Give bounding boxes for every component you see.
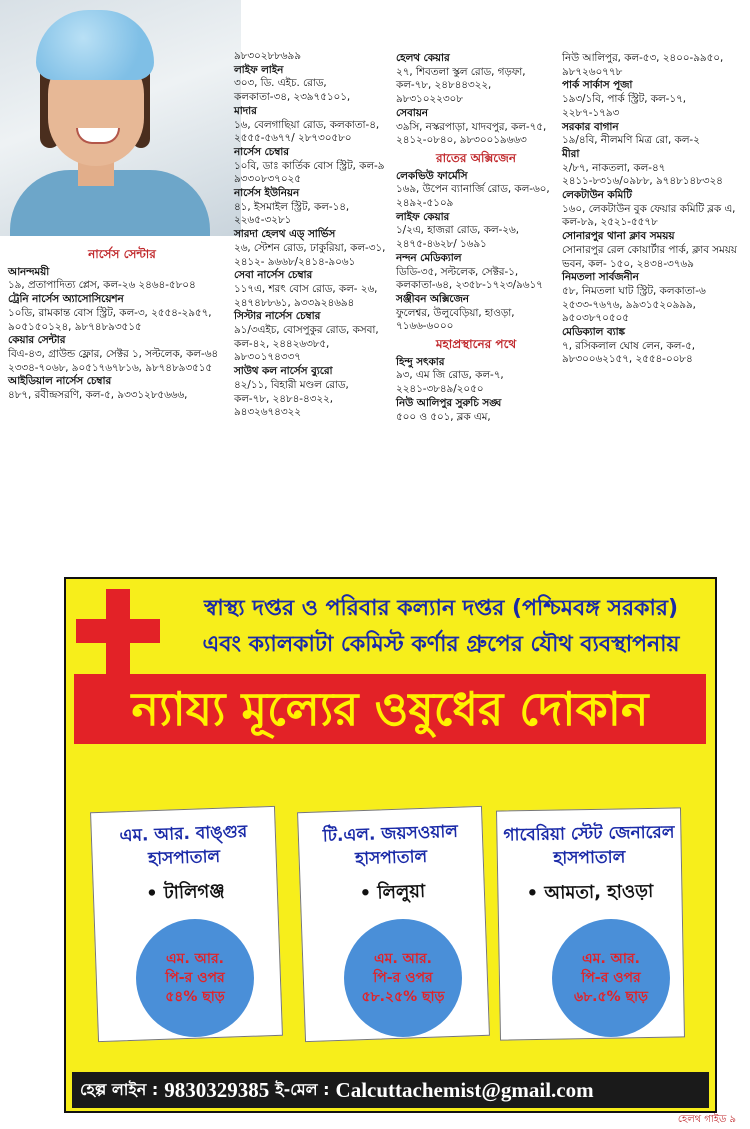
entry-address: নিউ আলিপুর, কল-৫৩, ২৪০০-৯৯৫০, ৯৮৭২৬০৭৭৮	[562, 52, 724, 78]
directory-entry	[562, 79, 742, 120]
entry-address: ২/৮৭, নাকতলা, কল-৪৭ ২৪১১-৮৩১৬/০৯৮৮, ৯৭৪৮১৪৮৩২৪	[562, 161, 723, 188]
discount-line: এম. আর.	[374, 950, 432, 967]
directory-entry	[234, 365, 386, 420]
entry-address: ১৬, বেলগাছিয়া রোড, কলকাতা-৪, ২৫৫৫-৫৬৭৭/ ২৮৭৩০৫৮০	[234, 118, 380, 145]
directory-entry	[562, 121, 742, 148]
entry-name: নিমতলা সার্বজনীন	[562, 271, 639, 284]
helpline-label: হেল্প লাইন :	[80, 1079, 159, 1099]
entry-name: নন্দন মেডিক্যাল	[396, 251, 462, 264]
entry-name: সেবা নার্সেস চেম্বার	[234, 269, 313, 282]
directory-entry	[562, 52, 742, 79]
column-4	[562, 52, 742, 367]
ad-line-2: এবং ক্যালকাটা কেমিস্ট কর্ণার গ্রুপের যৌথ ব্যবস্থাপনায়	[202, 632, 680, 657]
directory-entry	[8, 375, 236, 402]
directory-entry	[396, 397, 556, 424]
directory-entry	[562, 230, 742, 271]
entry-address: ৪২/১১, বিহারী মণ্ডল রোড, কল-৭৮, ২৪৮৪-৪৩২২, ৯৪৩২৬৭৪৩২২	[234, 378, 349, 419]
entry-address: ৪৮৭, রবীন্দ্রসরণি, কল-৫, ৯৩৩১২৮৫৬৬৬,	[8, 389, 188, 402]
entry-address: ৩০৩, ডি. এইচ. রোড, কলকাতা-৩৪, ২৩৯৭৫১০১,	[234, 77, 351, 104]
entry-name: সঞ্জীবন অক্সিজেন	[396, 292, 469, 305]
discount-burst-1	[136, 919, 254, 1037]
column-3	[396, 52, 556, 424]
directory-entry	[234, 269, 386, 310]
email-label: ই-মেল :	[275, 1079, 330, 1099]
discount-line: ৬৮.৫% ছাড়	[573, 988, 649, 1005]
entry-name: মেডিক্যাল ব্যাঙ্ক	[562, 326, 625, 339]
entry-name: মীরা	[562, 147, 580, 160]
entry-name: পার্ক সার্কাস পূজা	[562, 79, 633, 92]
entry-name: লাইফ লাইন	[234, 63, 284, 76]
section-heading-nurses-center: নার্সেস সেন্টার	[88, 247, 156, 261]
entry-name: সাউথ কল নার্সেস ব্যুরো	[234, 365, 333, 378]
directory-entry	[8, 334, 236, 375]
directory-entry	[562, 326, 742, 367]
entry-name: নার্সেস ইউনিয়ন	[234, 187, 300, 200]
section-heading-night-oxygen: রাতের অক্সিজেন	[435, 150, 517, 165]
ad-line-1: স্বাস্থ্য দপ্তর ও পরিবার কল্যান দপ্তর (পশ্চিমবঙ্গ সরকার)	[203, 596, 679, 621]
entry-address: ১৬০, লেকটাউন বুক ফেয়ার কমিটি ব্লক এ, কল-৮৯, ২৫২১-৫৫৭৮	[562, 202, 736, 229]
banner-fair-price-shop: ন্যায্য মূল্যের ওষুধের দোকান	[74, 674, 706, 744]
directory-entry	[234, 310, 386, 365]
page-footer: হেলথ গাইড ৯	[677, 1114, 736, 1125]
discount-line: পি-র ওপর	[373, 969, 433, 986]
red-cross-icon-bar	[76, 619, 160, 643]
hospital-location: • টালিগঞ্জ	[145, 880, 226, 905]
entry-address: ১০বি, ডাঃ কার্তিক বোস স্ট্রিট, কল-৯ ৯৩৩০৮৩৭০২৫	[234, 159, 385, 186]
entry-name: সারদা হেলথ এড্ সার্ভিস	[234, 228, 336, 241]
entry-name: হিন্দু সৎকার	[396, 355, 445, 368]
nurse-photo	[0, 0, 241, 236]
directory-entry	[234, 146, 386, 187]
directory-entry	[396, 252, 556, 293]
entry-name: মাদার	[234, 104, 257, 117]
entry-address: ১৯৩/১বি, পার্ক স্ট্রিট, কল-১৭, ২২৮৭-১৭৯৩	[562, 93, 687, 119]
directory-entry	[396, 107, 556, 148]
entry-address: ১৯/৪বি, নীলমণি মিত্র রো, কল-২	[562, 134, 700, 147]
discount-line: পি-র ওপর	[581, 969, 641, 986]
directory-entry	[562, 189, 742, 230]
directory-entry	[396, 211, 556, 252]
entry-address: ১/২এ, হাজরা রোড, কল-২৬, ২৪৭৫-৪৬২৮/ ১৬৯১	[396, 224, 519, 251]
entry-name: সিস্টার নার্সেস চেম্বার	[234, 310, 321, 323]
hospital-title: গাবেরিয়া স্টেট জেনারেল হাসপাতাল	[503, 822, 675, 869]
directory-entry	[234, 64, 386, 105]
entry-address: ১০ডি, রামকান্ত বোস স্ট্রিট, কল-৩, ২৫৫৪-২৯৫৭, ৯০৫১৫০১২৪, ৯৮৭৪৮৯৩৫১৫	[8, 306, 212, 333]
entry-name: নিউ আলিপুর সুরুচি সঙ্ঘ	[396, 396, 502, 409]
column-1	[8, 244, 236, 403]
entry-address: ৯৮৩০২৮৮৬৯৯	[234, 50, 301, 62]
entry-name: সেবায়ন	[396, 106, 428, 119]
entry-address: সোনারপুর রেল কোয়ার্টার পার্ক, ক্লাব সময়য় ভবন, কল- ১৫০, ২৪৩৪-৩৭৬৯	[562, 243, 737, 270]
hospital-title: টি.এল. জয়সওয়াল হাসপাতাল	[322, 821, 459, 870]
discount-line: এম. আর.	[582, 950, 640, 967]
entry-address: ৯১/৩এইচ, বোসপুকুর রোড, কসবা, কল-৪২, ২৪৪২৬৩৮৫, ৯৮৩০১৭৪৩৩৭	[234, 324, 379, 364]
directory-entry	[562, 148, 742, 189]
entry-name: আনন্দময়ী	[8, 265, 50, 278]
discount-burst-3	[552, 919, 670, 1037]
section-heading-funeral: মহাপ্রস্থানের পথে	[435, 337, 517, 352]
entry-address: ৩৯সি, নস্করপাড়া, যাদবপুর, কল-৭৫, ২৪১২-০৮৪০, ৯৮৩০০১৯৬৬৩	[396, 120, 547, 147]
entry-name: হেলথ কেয়ার	[396, 52, 450, 64]
helpline-number: 9830329385	[164, 1077, 270, 1102]
entry-address: ১৯, প্রতাপাদিত্য প্লেস, কল-২৬ ২৪৬৪-৫৮০৪	[8, 279, 196, 292]
entry-name: লাইফ কেয়ার	[396, 210, 450, 223]
directory-entry	[8, 293, 236, 334]
entry-address: বিএ-৪৩, গ্রাউন্ড ফ্লোর, সেক্টর ১, সল্টলেক, কল-৬৪ ২৩৩৪-৭০৬৮, ৯০৫১৭৬৭৮১৬, ৯৮৭৪৮৯৩৫১৫	[8, 347, 219, 374]
column-2	[234, 50, 386, 420]
surgical-cap	[36, 10, 154, 80]
entry-name: কেয়ার সেন্টার	[8, 334, 66, 347]
directory-entry	[396, 52, 556, 107]
directory-entry	[396, 170, 556, 211]
hospital-location: • আমতা, হাওড়া	[526, 880, 654, 905]
entry-address: ৫০০ ও ৫০১, ব্লক এম,	[396, 410, 491, 423]
entry-name: সরকার বাগান	[562, 120, 619, 133]
entry-name: নার্সেস চেম্বার	[234, 145, 289, 158]
entry-address: ডিডি-৩৫, সল্টলেক, সেক্টর-১, কলকাতা-৬৪, ২৩৫৮-১৭২৩/৯৬১৭	[396, 265, 543, 292]
entry-name: আইডিয়াল নার্সেস চেম্বার	[8, 375, 112, 388]
discount-burst-2	[344, 919, 462, 1037]
hospital-title: এম. আর. বাঙ্গুর হাসপাতাল	[119, 821, 248, 870]
directory-entry	[396, 293, 556, 334]
entry-address: ২৭, শিবতলা স্কুল রোড, গড়ফা, কল-৭৮, ২৪৮৪৪৩২২, ৯৮৩১০২২৩০৮	[396, 65, 526, 106]
discount-line: ৫৪% ছাড়	[165, 988, 225, 1005]
entry-address: ৪১, ইসমাইল স্ট্রিট, কল-১৪, ২২৬৫-৩২৮১	[234, 200, 350, 227]
directory-entry	[8, 266, 236, 293]
entry-address: ১৬৯, উপেন ব্যানার্জি রোড, কল-৬০, ২৪৯২-৫১০৯	[396, 183, 550, 210]
hospital-location: • লিলুয়া	[359, 880, 426, 905]
fair-price-medicine-advertisement	[64, 577, 717, 1113]
directory-entry	[396, 356, 556, 397]
entry-name: লেকটাউন কমিটি	[562, 189, 632, 202]
entry-address: ৭, রসিকলাল ঘোষ লেন, কল-৫, ৯৮৩০০৬২১৫৭, ২৫৫৪-০০৮৪	[562, 339, 696, 366]
discount-line: এম. আর.	[166, 950, 224, 967]
entry-address: ১১৭এ, শরৎ বোস রোড, কল- ২৬, ২৪৭৪৮৮৬১, ৯৩৩৯২৪৬৯৪	[234, 282, 378, 309]
entry-address: ৯৩, এম জি রোড, কল-৭, ২২৪১-৩৮৪৯/২০৫০	[396, 369, 504, 396]
helpline-bar	[72, 1072, 709, 1108]
discount-line: ৫৮.২৫% ছাড়	[361, 988, 445, 1005]
discount-line: পি-র ওপর	[165, 969, 225, 986]
entry-address: ৫৮, নিমতলা ঘাট স্ট্রিট, কলকাতা-৬ ২৫৩৩-৭৬৭৬, ৯৯৩১৫২০৯৯৯, ৯৫০৩৮৭০৫০৫	[562, 284, 706, 325]
directory-entry	[234, 228, 386, 269]
entry-name: সোনারপুর থানা ক্লাব সময়য়	[562, 230, 675, 243]
email-address: Calcuttachemist@gmail.com	[335, 1077, 594, 1102]
entry-address: ফুলেশ্বর, উলুবেড়িয়া, হাওড়া, ৭১৬৬-৬০০০	[396, 306, 515, 333]
directory-entry	[234, 187, 386, 228]
entry-address: ২৬, স্টেশন রোড, ঢাকুরিয়া, কল-৩১, ২৪১২- ৯৬৬৮/২৪১৪-৯০৬১	[234, 241, 386, 268]
entry-name: লেকভিউ ফার্মেসি	[396, 169, 468, 182]
directory-entry	[234, 105, 386, 146]
directory-entry	[234, 50, 386, 64]
entry-name: ট্রেনি নার্সেস অ্যাসোসিয়েশন	[8, 293, 124, 306]
directory-entry	[562, 271, 742, 326]
